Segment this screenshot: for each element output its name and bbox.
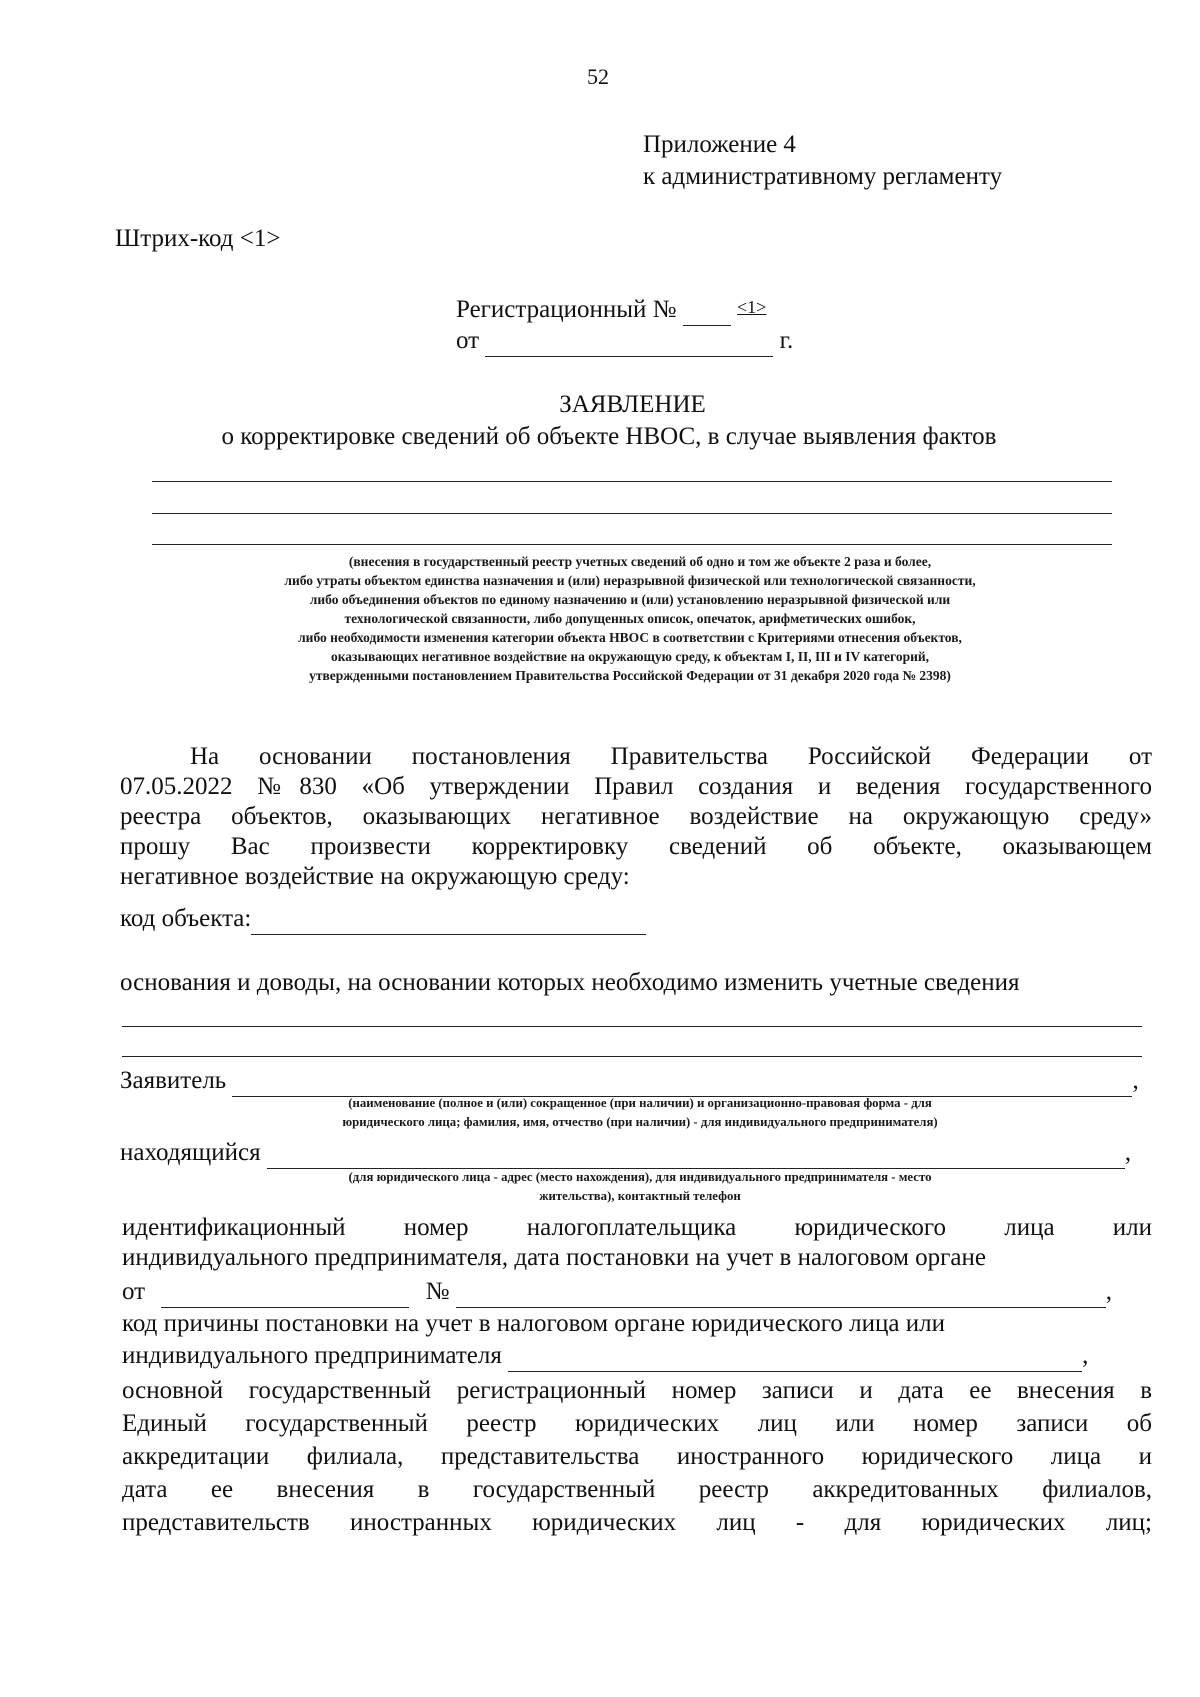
kpp-comma: , (1082, 1342, 1089, 1369)
registration-year-suffix: г. (779, 327, 794, 354)
facts-note-line: либо утраты объектом единства назначения и (или) неразрывной физической или технологической связанности, (284, 573, 976, 588)
facts-line-3[interactable] (152, 544, 1112, 545)
registration-from: от (456, 327, 480, 354)
inn-number-field[interactable] (456, 1277, 1106, 1308)
registration-line (456, 292, 766, 326)
facts-line-2[interactable] (152, 513, 1112, 514)
location-note (110, 1168, 1170, 1206)
facts-note-line: утвержденными постановлением Правительства Российской Федерации от 31 декабря 2020 года № 2398) (309, 668, 951, 683)
facts-line-1[interactable] (152, 481, 1112, 482)
appendix-label: Приложение 4 (643, 131, 796, 158)
facts-note-line: (внесения в государственный реестр учетных сведений об одно и том же объекте 2 раза и более, (348, 554, 932, 569)
registration-date-line (456, 326, 793, 357)
applicant-field[interactable] (232, 1066, 1132, 1097)
location-field[interactable] (267, 1138, 1125, 1169)
object-code-field[interactable] (251, 904, 646, 935)
ogrn-line: аккредитации филиала, представительства иностранного юридического лица и (122, 1443, 1152, 1470)
location-label: находящийся (120, 1139, 261, 1166)
location-comma: , (1124, 1139, 1132, 1166)
body-line: 07.05.2022 №830 «Об утверждении Правил создания и ведения государственного (120, 773, 1152, 800)
kpp-field[interactable] (508, 1341, 1082, 1372)
ogrn-line: Единый государственный реестр юридических лиц или номер записи об (122, 1410, 1152, 1437)
ogrn-block (122, 1374, 1152, 1539)
location-note-line: жительства), контактный телефон (539, 1189, 741, 1203)
kpp-line: код причины постановки на учет в налоговом органе юридического лица или (122, 1310, 945, 1337)
applicant-note-line: юридического лица; фамилия, имя, отчество (при наличии) - для индивидуального предпринимателя) (342, 1115, 938, 1129)
applicant-note-line: (наименование (полное и (или) сокращенное (при наличии) и организационно-правовая форма - для (348, 1096, 932, 1110)
body-line: прошу Вас произвести корректировку сведений об объекте, оказывающем (120, 833, 1152, 860)
grounds-label: основания и доводы, на основании которых необходимо изменить учетные сведения (120, 969, 1020, 996)
inn-block (122, 1213, 1152, 1273)
ogrn-line: представительств иностранных юридических лиц - для юридических лиц; (122, 1509, 1152, 1536)
location-line (120, 1138, 1150, 1169)
object-code-label: код объекта: (120, 905, 252, 932)
document-title: ЗАЯВЛЕНИЕ (559, 391, 706, 418)
facts-note-line: оказывающих негативное воздействие на окружающую среду, к объектам I, II, III и IV категорий, (330, 649, 930, 664)
inn-from-label: от (122, 1278, 146, 1305)
facts-note-line: либо необходимости изменения категории объекта НВОС в соответствии с Критериями отнесения объектов, (298, 630, 962, 645)
inn-line: индивидуального предпринимателя, дата постановки на учет в налоговом органе (122, 1244, 986, 1271)
page-number: 52 (587, 64, 609, 89)
registration-label: Регистрационный № (456, 296, 677, 323)
registration-number-field[interactable] (683, 295, 731, 326)
inn-number-label: № (425, 1278, 450, 1305)
applicant-line (120, 1066, 1150, 1097)
ogrn-line: основной государственный регистрационный номер записи и дата ее внесения в (122, 1377, 1152, 1404)
applicant-note (110, 1094, 1170, 1132)
facts-note (110, 552, 1150, 685)
grounds-line-2[interactable] (122, 1056, 1142, 1057)
inn-date-field[interactable] (161, 1277, 409, 1308)
document-subtitle: о корректировке сведений об объекте НВОС, в случае выявления фактов (221, 423, 997, 450)
object-code-line (120, 904, 646, 935)
ogrn-line: дата ее внесения в государственный реестр аккредитованных филиалов, (122, 1476, 1152, 1503)
body-line: реестра объектов, оказывающих негативное воздействие на окружающую среду» (120, 803, 1152, 830)
kpp-label: индивидуального предпринимателя (122, 1342, 502, 1369)
facts-note-line: либо объединения объектов по единому назначению и (или) установлению неразрывной физической или (309, 592, 951, 607)
body-line: На основании постановления Правительства Российской Федерации от (190, 743, 1152, 770)
grounds-line-1[interactable] (122, 1026, 1142, 1027)
regulation-label: к административному регламенту (643, 163, 1003, 190)
registration-date-field[interactable] (485, 326, 773, 357)
registration-footnote: <1> (737, 297, 767, 317)
location-note-line: (для юридического лица - адрес (место нахождения), для индивидуального предпринимателя - место (348, 1170, 932, 1184)
inn-comma: , (1105, 1278, 1112, 1305)
barcode-label: Штрих-код <1> (115, 225, 281, 252)
inn-line: идентификационный номер налогоплательщика юридического лица или (122, 1214, 1152, 1241)
applicant-comma: , (1132, 1067, 1139, 1094)
body-line: негативное воздействие на окружающую среду: (120, 863, 630, 890)
inn-date-line (122, 1277, 1152, 1308)
facts-note-line: технологической связанности, либо допущенных описок, опечаток, арифметических ошибок, (344, 611, 916, 626)
kpp-line-2 (122, 1341, 1152, 1372)
applicant-label: Заявитель (120, 1067, 227, 1094)
body-paragraph (120, 742, 1152, 892)
